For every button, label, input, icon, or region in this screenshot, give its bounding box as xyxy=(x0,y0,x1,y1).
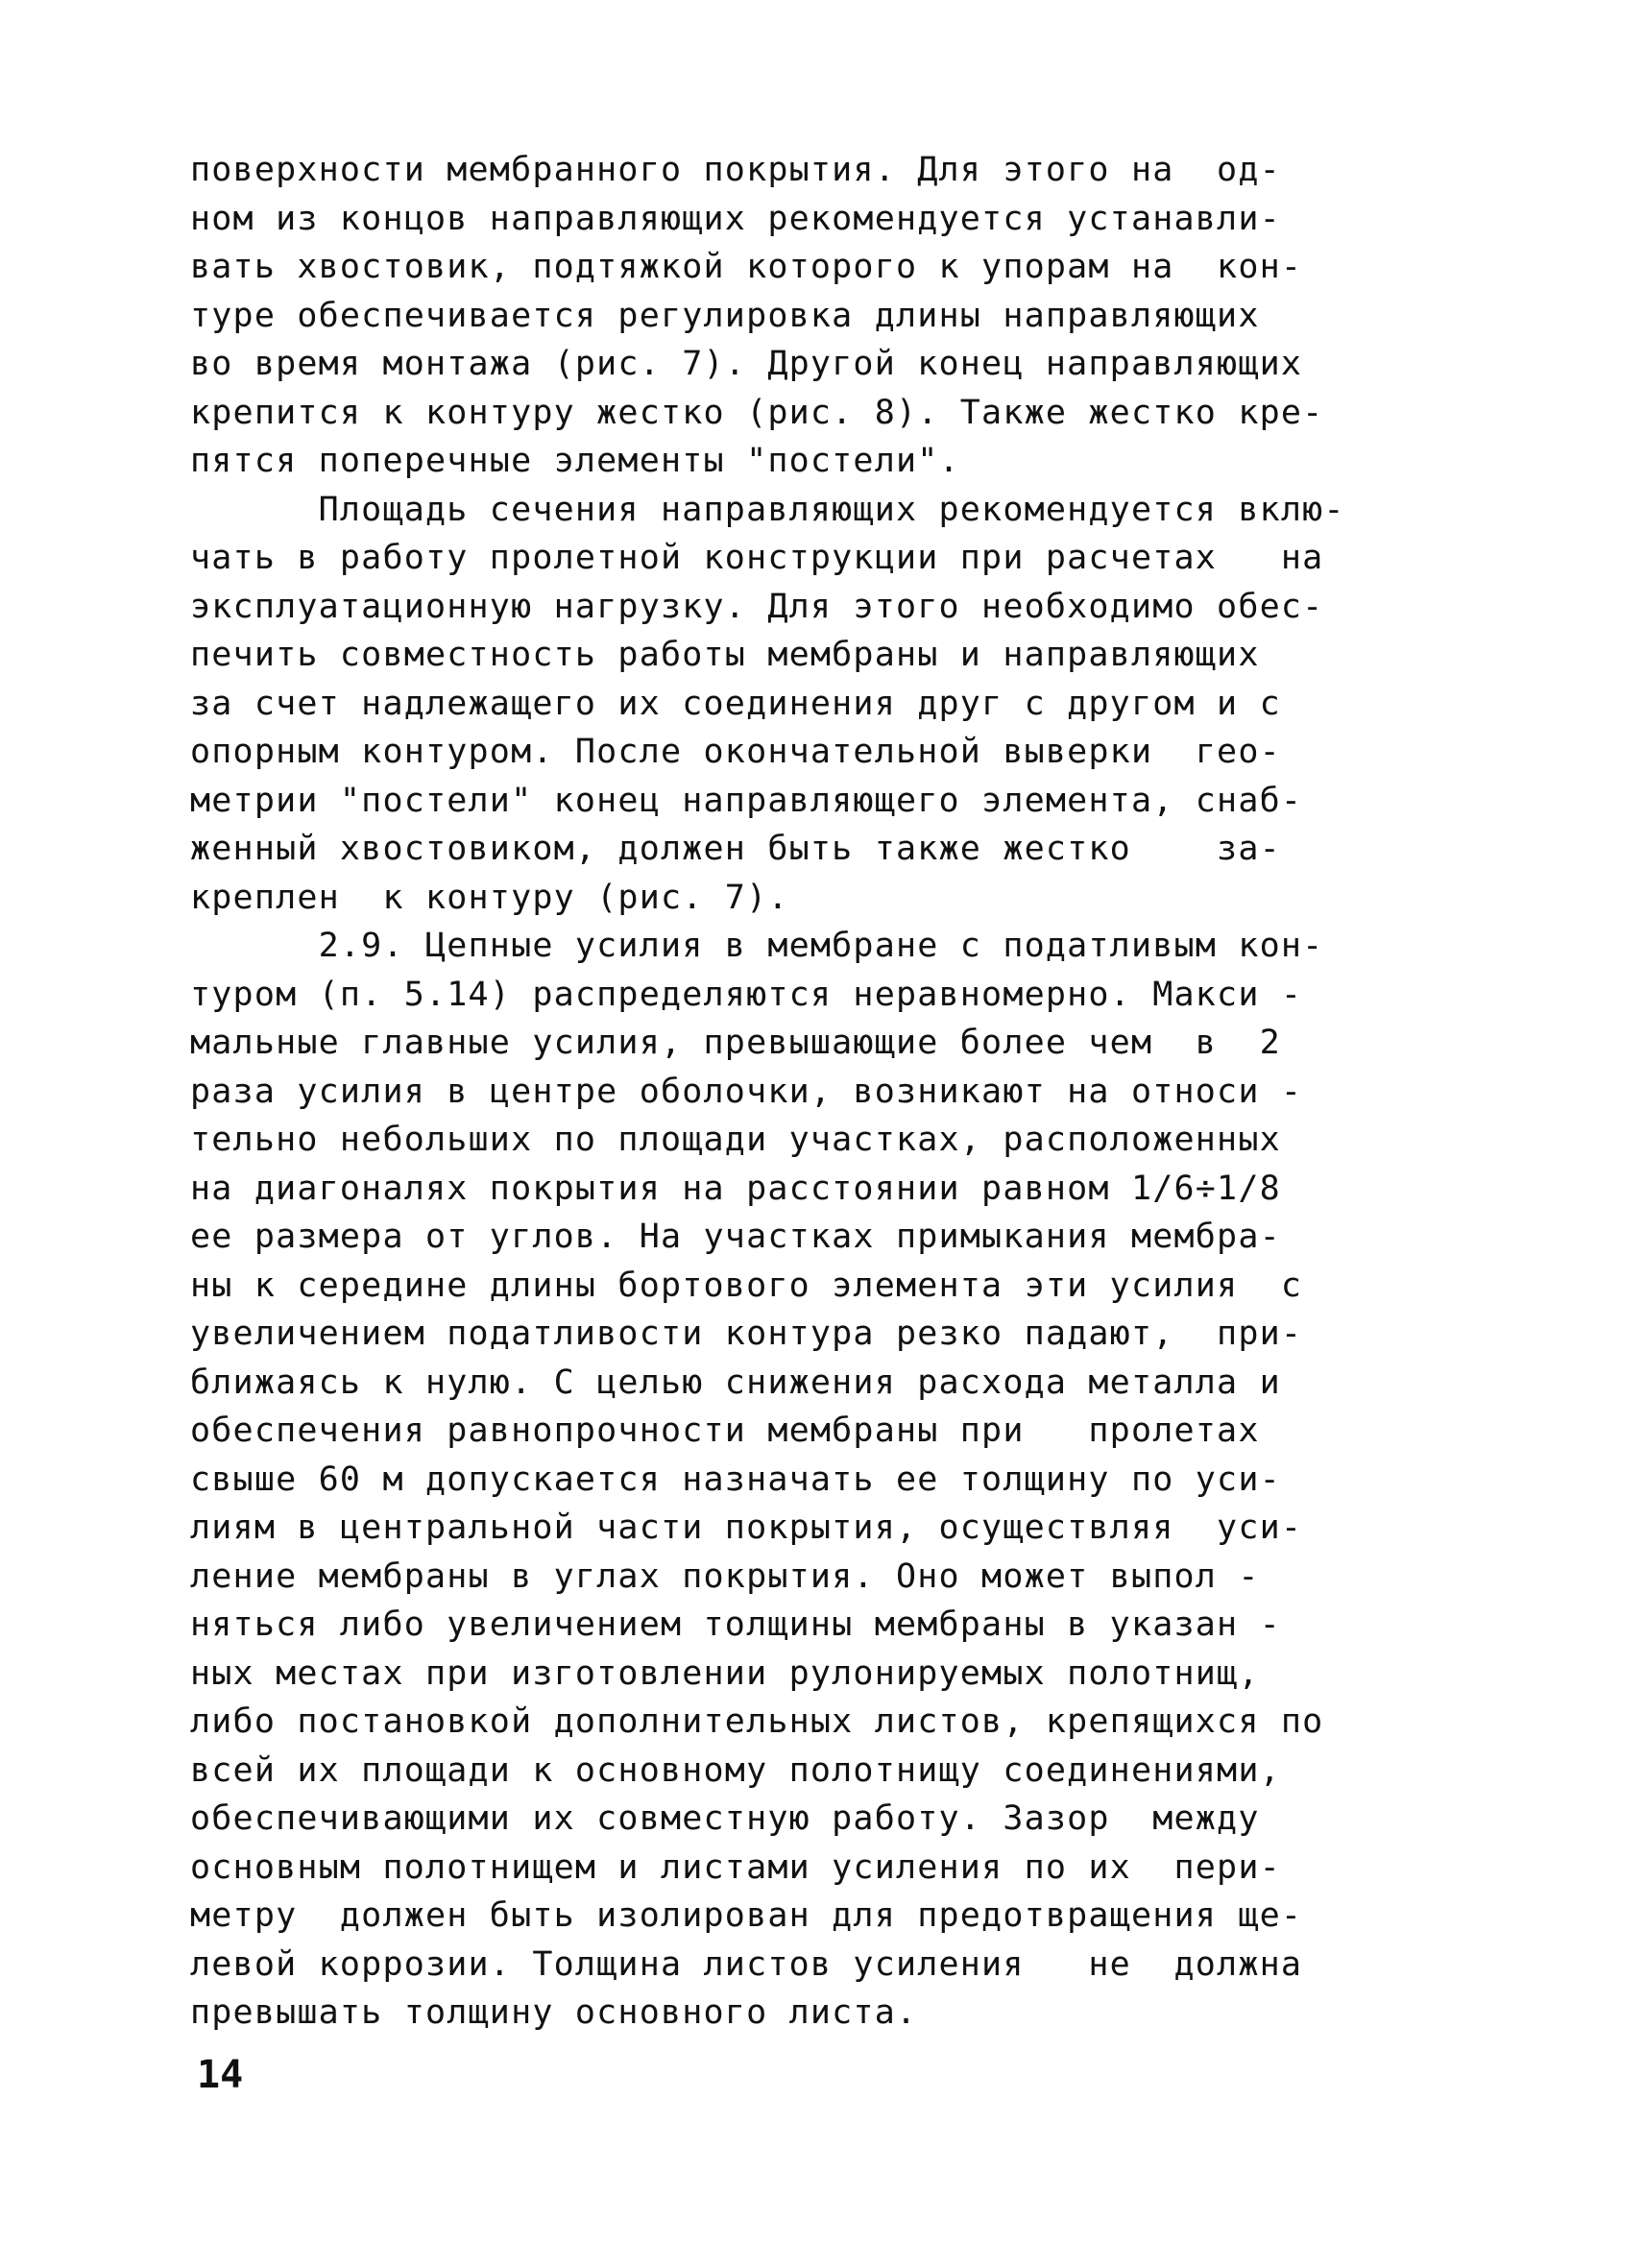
text-line: левой коррозии. Толщина листов усиления не должна xyxy=(190,1944,1303,1984)
text-line: мальные главные усилия, превышающие более чем в 2 xyxy=(190,1024,1281,1062)
text-line: за счет надлежащего их соединения друг с другом и с xyxy=(190,684,1281,723)
text-line: ближаясь к нулю. С целью снижения расхода металла и xyxy=(190,1363,1281,1402)
text-line: крепится к контуру жестко (рис. 8). Также жестко кре- xyxy=(190,393,1324,432)
text-line: чать в работу пролетной конструкции при расчетах на xyxy=(190,539,1324,577)
text-line: свыше 60 м допускается назначать ее толщину по уси- xyxy=(190,1460,1281,1499)
text-line: ление мембраны в углах покрытия. Оно может выпол - xyxy=(190,1556,1260,1596)
text-line: эксплуатационную нагрузку. Для этого необходимо обес- xyxy=(190,587,1324,626)
text-line: пятся поперечные элементы "постели". xyxy=(190,442,960,480)
text-line: во время монтажа (рис. 7). Другой конец направляющих xyxy=(190,345,1303,383)
text-line: креплен к контуру (рис. 7). xyxy=(190,878,789,917)
text-line: вать хвостовик, подтяжкой которого к упорам на кон- xyxy=(190,248,1303,286)
text-line: основным полотнищем и листами усиления по их пери- xyxy=(190,1847,1281,1887)
text-line: раза усилия в центре оболочки, возникают на относи - xyxy=(190,1072,1303,1111)
text-line: метрии "постели" конец направляющего элемента, снаб- xyxy=(190,781,1303,820)
text-line: печить совместность работы мембраны и направляющих xyxy=(190,636,1260,674)
text-line: ны к середине длины бортового элемента эти усилия с xyxy=(190,1266,1303,1305)
text-line: туром (п. 5.14) распределяются неравномерно. Макси - xyxy=(190,975,1303,1014)
text-line: поверхности мембранного покрытия. Для этого на од- xyxy=(190,151,1281,189)
text-line: либо постановкой дополнительных листов, крепящихся по xyxy=(190,1702,1324,1741)
text-line: метру должен быть изолирован для предотвращения ще- xyxy=(190,1896,1303,1935)
text-line: ных местах при изготовлении рулонируемых полотнищ, xyxy=(190,1653,1260,1693)
text-line: тельно небольших по площади участках, расположенных xyxy=(190,1121,1281,1159)
text-line: ее размера от углов. На участках примыкания мембра- xyxy=(190,1218,1281,1256)
text-line: женный хвостовиком, должен быть также жестко за- xyxy=(190,830,1281,868)
text-line: туре обеспечивается регулировка длины направляющих xyxy=(190,296,1260,335)
text-line: лиям в центральной части покрытия, осуществляя уси- xyxy=(190,1508,1303,1547)
text-line: опорным контуром. После окончательной выверки гео- xyxy=(190,733,1281,771)
text-line: превышать толщину основного листа. xyxy=(190,1993,918,2032)
text-line: няться либо увеличением толщины мембраны в указан - xyxy=(190,1605,1281,1644)
text-line: на диагоналях покрытия на расстоянии равном 1/6÷1/8 xyxy=(190,1169,1281,1208)
text-line: всей их площади к основному полотнищу соединениями, xyxy=(190,1750,1281,1790)
text-line: 2.9. Цепные усилия в мембране с податливым кон- xyxy=(190,927,1324,965)
page-number: 14 xyxy=(197,2053,244,2097)
text-line: увеличением податливости контура резко падают, при- xyxy=(190,1315,1303,1353)
text-line: ном из концов направляющих рекомендуется устанавли- xyxy=(190,199,1281,238)
body-text xyxy=(190,146,1458,2038)
text-line: Площадь сечения направляющих рекомендуется вклю- xyxy=(190,490,1345,529)
text-line: обеспечения равнопрочности мембраны при пролетах xyxy=(190,1411,1260,1450)
text-line: обеспечивающими их совместную работу. Зазор между xyxy=(190,1799,1260,1838)
